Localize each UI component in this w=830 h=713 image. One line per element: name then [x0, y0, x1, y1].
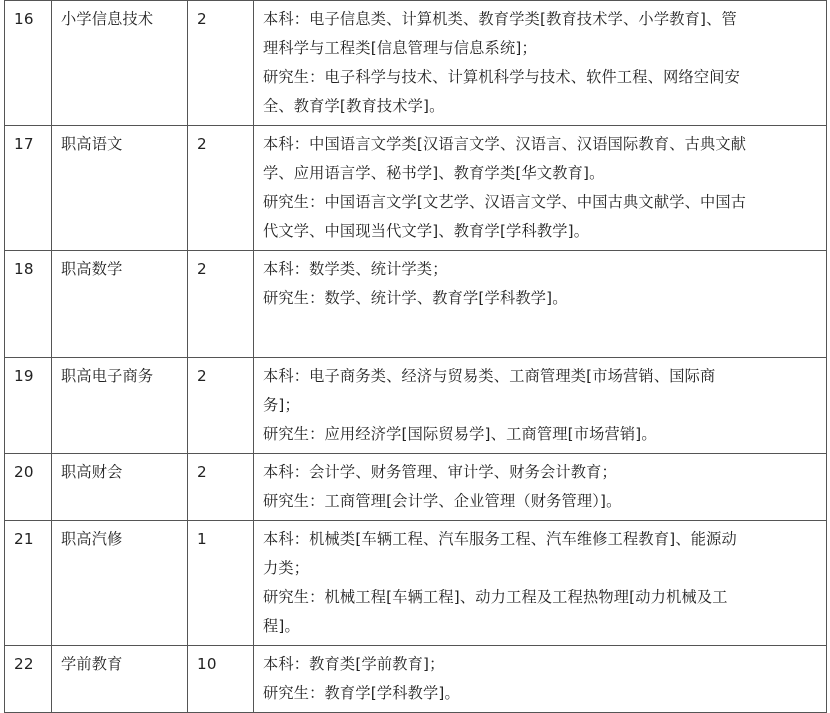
requirement-line: 本科：数学类、统计学类； — [263, 260, 448, 278]
subject-name: 职高汽修 — [52, 521, 188, 646]
requirements-table — [4, 0, 827, 713]
position-count: 2 — [188, 126, 254, 251]
requirement-line: 研究生：中国语言文学[文艺学、汉语言文学、中国古典文献学、中国古 — [263, 193, 747, 211]
row-number: 22 — [5, 646, 52, 713]
requirement-line: 力类； — [263, 559, 310, 577]
requirement-line: 研究生：教育学[学科教学]。 — [263, 684, 460, 702]
requirement-line: 研究生：工商管理[会计学、企业管理（财务管理）]。 — [263, 492, 622, 510]
table-row — [5, 251, 827, 358]
subject-name: 职高财会 — [52, 454, 188, 521]
requirement-line: 理科学与工程类[信息管理与信息系统]； — [263, 39, 537, 57]
requirement-line: 学、应用语言学、秘书学]、教育学类[华文教育]。 — [263, 164, 605, 182]
requirement-line: 研究生：机械工程[车辆工程]、动力工程及工程热物理[动力机械及工 — [263, 588, 728, 606]
requirement-line: 代文学、中国现当代文学]、教育学[学科教学]。 — [263, 222, 590, 240]
requirement-line: 研究生：数学、统计学、教育学[学科教学]。 — [263, 289, 568, 307]
position-count: 10 — [188, 646, 254, 713]
position-count: 2 — [188, 1, 254, 126]
table-row — [5, 126, 827, 251]
subject-name: 职高数学 — [52, 251, 188, 358]
requirement-line: 本科：机械类[车辆工程、汽车服务工程、汽车维修工程教育]、能源动 — [263, 530, 737, 548]
subject-name: 小学信息技术 — [52, 1, 188, 126]
subject-name: 学前教育 — [52, 646, 188, 713]
requirement-line: 本科：会计学、财务管理、审计学、财务会计教育； — [263, 463, 617, 481]
subject-name: 职高语文 — [52, 126, 188, 251]
requirement-line: 本科：电子商务类、经济与贸易类、工商管理类[市场营销、国际商 — [263, 367, 716, 385]
position-count: 2 — [188, 251, 254, 358]
table-row — [5, 358, 827, 454]
requirement-cell — [254, 126, 827, 251]
table-row — [5, 521, 827, 646]
requirement-cell — [254, 358, 827, 454]
row-number: 19 — [5, 358, 52, 454]
subject-name: 职高电子商务 — [52, 358, 188, 454]
requirement-line: 本科：中国语言文学类[汉语言文学、汉语言、汉语国际教育、古典文献 — [263, 135, 747, 153]
requirement-line: 全、教育学[教育技术学]。 — [263, 97, 445, 115]
requirement-cell — [254, 251, 827, 358]
requirement-cell — [254, 454, 827, 521]
requirement-line: 本科：电子信息类、计算机类、教育学类[教育技术学、小学教育]、管 — [263, 10, 737, 28]
row-number: 20 — [5, 454, 52, 521]
requirement-cell — [254, 1, 827, 126]
requirement-line: 本科：教育类[学前教育]； — [263, 655, 445, 673]
row-number: 21 — [5, 521, 52, 646]
requirement-line: 研究生：电子科学与技术、计算机科学与技术、软件工程、网络空间安 — [263, 68, 741, 86]
requirement-cell — [254, 521, 827, 646]
table-row — [5, 1, 827, 126]
row-number: 18 — [5, 251, 52, 358]
requirement-line: 务]； — [263, 396, 300, 414]
position-count: 2 — [188, 454, 254, 521]
requirement-cell — [254, 646, 827, 713]
requirement-line: 程]。 — [263, 617, 300, 635]
row-number: 17 — [5, 126, 52, 251]
position-count: 2 — [188, 358, 254, 454]
table-row — [5, 646, 827, 713]
row-number: 16 — [5, 1, 52, 126]
table-row — [5, 454, 827, 521]
requirement-line: 研究生：应用经济学[国际贸易学]、工商管理[市场营销]。 — [263, 425, 657, 443]
position-count: 1 — [188, 521, 254, 646]
